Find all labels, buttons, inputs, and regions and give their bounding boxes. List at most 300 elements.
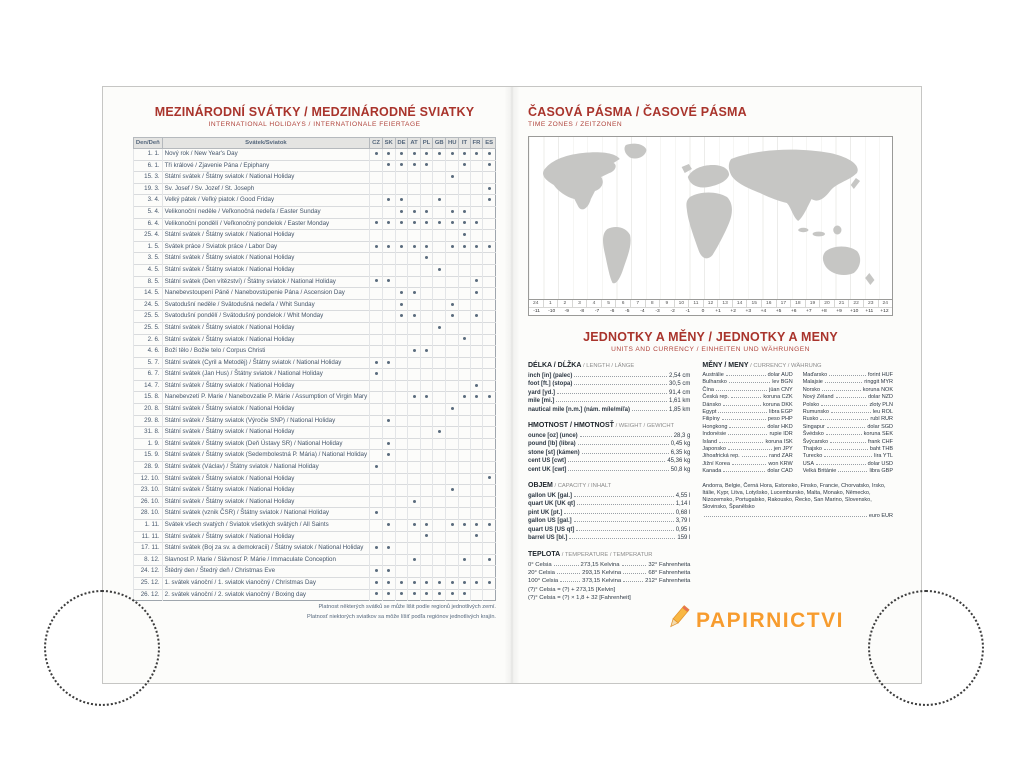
holiday-dot — [375, 569, 378, 572]
holiday-dot — [400, 291, 403, 294]
holiday-dot — [413, 523, 416, 526]
holiday-dot — [475, 221, 478, 224]
holiday-dot — [488, 581, 491, 584]
holidays-subtitle: INTERNATIONAL HOLIDAYS / INTERNATIONALE FEIERTAGE — [208, 121, 421, 128]
holiday-row: 15. 3. Státní svátek / Štátny sviatok / National Holiday — [134, 172, 496, 184]
holiday-dot — [475, 245, 478, 248]
holiday-row: 24. 5. Svatodušní neděle / Svätodušná nedeľa / Whit Sunday — [134, 299, 496, 311]
unit-item: cent US [cwt] 45,36 kg — [528, 458, 691, 465]
unit-item: Velká Británie libra GBP — [802, 468, 893, 475]
holiday-dot — [413, 558, 416, 561]
timezone-label: -2 — [670, 309, 675, 314]
holiday-dot — [425, 152, 428, 155]
holiday-row: 6. 1. Tři králové / Zjavenie Pána / Epiphany — [134, 160, 496, 172]
holiday-row: 28. 10. Státní svátek (vznik ČSR) / Štátny sviatok / National Holiday — [134, 508, 496, 520]
unit-item: quart US [US qt] 0,95 l — [528, 526, 691, 533]
holiday-dot — [488, 198, 491, 201]
timezone-label: 12 — [703, 300, 718, 307]
holiday-dot — [425, 221, 428, 224]
holiday-row: 4. 5. Státní svátek / Štátny sviatok / National Holiday — [134, 264, 496, 276]
holiday-row: 8. 12. Slavnost P. Marie / Slávnosť P. Márie / Immaculate Conception — [134, 554, 496, 566]
holiday-dot — [438, 592, 441, 595]
temperature-row: 100° Celsia 373,15 Kelvina 212° Fahrenheita — [528, 578, 691, 585]
watermark-text: PAPIRNICTVI — [696, 609, 844, 632]
unit-item: Japonsko jen JPY — [702, 446, 793, 453]
unit-item: inch [in] (palec) 2,54 cm — [528, 373, 691, 379]
holiday-row: 1. 11. Svátek všech svatých / Sviatok všetkých svätých / All Saints — [134, 520, 496, 532]
holiday-dot — [387, 279, 390, 282]
unit-item: gallon US [gal.] 3,79 l — [528, 518, 691, 525]
holiday-dot — [375, 221, 378, 224]
holiday-dot — [438, 581, 441, 584]
unit-item: Švýcarsko frank CHF — [802, 438, 893, 445]
unit-item: Singapur dolar SGD — [802, 423, 893, 430]
temperature-row: 0° Celsia 273,15 Kelvina 32° Fahrenheita — [528, 561, 691, 568]
timezone-label: 6 — [615, 300, 630, 307]
currency-col-2 — [803, 372, 893, 476]
unit-item: Dánsko koruna DKK — [702, 401, 793, 408]
holiday-dot — [425, 349, 428, 352]
column-header-es: ES — [483, 138, 496, 149]
timezone-label: 24 — [878, 300, 893, 307]
timezone-label: -1 — [685, 309, 690, 314]
holiday-row: 19. 3. Sv. Josef / Sv. Jozef / St. Joseph — [134, 183, 496, 195]
holiday-row: 1. 5. Svátek práce / Sviatok práce / Labor Day — [134, 241, 496, 253]
timezone-label: 23 — [863, 300, 878, 307]
holiday-dot — [463, 233, 466, 236]
holiday-dot — [475, 384, 478, 387]
unit-item: cent UK [cwt] 50,8 kg — [528, 466, 691, 473]
unit-item: USA dolar USD — [802, 460, 893, 467]
currency-heading-main: MĚNY / MENY — [702, 362, 749, 369]
holiday-dot — [425, 534, 428, 537]
unit-item: quart UK [UK qt] 1,14 l — [528, 501, 691, 508]
holiday-dot — [387, 523, 390, 526]
timezone-label: +9 — [836, 309, 842, 314]
holiday-row: 28. 9. Státní svátek (Václav) / Štátny sviatok / National Holiday — [134, 462, 496, 474]
holiday-dot — [400, 221, 403, 224]
timezone-label: 13 — [717, 300, 732, 307]
temperature-heading-main: TEPLOTA — [528, 550, 561, 558]
holiday-dot — [387, 442, 390, 445]
holiday-dot — [475, 291, 478, 294]
timezone-label: 9 — [659, 300, 674, 307]
holiday-dot — [488, 187, 491, 190]
holiday-row: 29. 8. Státní svátek / Štátny sviatok (Výročie SNP) / National Holiday — [134, 415, 496, 427]
holiday-dot — [375, 511, 378, 514]
holiday-dot — [400, 152, 403, 155]
holiday-dot — [387, 592, 390, 595]
timezone-label: +6 — [790, 309, 797, 314]
holiday-dot — [387, 546, 390, 549]
holiday-dot — [488, 163, 491, 166]
holiday-row: 11. 11. Státní svátek / Štátny sviatok / National Holiday — [134, 531, 496, 543]
timezone-label: -6 — [610, 309, 615, 314]
holiday-dot — [488, 245, 491, 248]
unit-item: foot [ft.] (stopa) 30,5 cm — [528, 381, 691, 388]
weight-heading — [528, 422, 690, 429]
column-header-hu: HU — [446, 138, 459, 149]
unit-item: Filipíny peso PHP — [702, 416, 793, 423]
unit-item: yard [yd.] 91,4 cm — [528, 389, 691, 396]
unit-item: Polsko zloty PLN — [802, 401, 893, 408]
timezone-label: -10 — [548, 309, 556, 314]
unit-item: nautical mile [n.m.] (nám. míle/míľa) 1,85 km — [528, 406, 691, 413]
timezone-label: 24 — [533, 301, 539, 306]
holiday-row: 26. 12. 2. svátek vánoční / 2. sviatok vianočný / Boxing day — [134, 589, 496, 601]
footnote-cz: Platnost některých svátků se může lišit podle regionů jednotlivých zemí. — [318, 604, 496, 611]
timezone-label: 20 — [819, 300, 834, 307]
holidays-table-body — [134, 149, 496, 601]
left-page — [103, 87, 512, 683]
timezone-label: 16 — [761, 300, 776, 307]
unit-item: Norsko koruna NOK — [802, 386, 893, 393]
column-header-sk: SK — [382, 138, 395, 149]
unit-item: Hongkong dolar HKD — [702, 423, 793, 430]
unit-item: Rumunsko leu ROL — [802, 409, 893, 416]
holiday-row: 5. 4. Velikonoční neděle / Veľkonočná nedeľa / Easter Sunday — [134, 206, 496, 218]
timezone-label: 19 — [805, 300, 820, 307]
holiday-dot — [451, 303, 454, 306]
holiday-dot — [438, 198, 441, 201]
holiday-row: 5. 7. Státní svátek (Cyril a Metoděj) / Štátny sviatok / National Holiday — [134, 357, 496, 369]
holiday-dot — [387, 419, 390, 422]
holiday-dot — [375, 592, 378, 595]
timezone-label: +7 — [806, 309, 812, 314]
holiday-dot — [413, 291, 416, 294]
capacity-heading — [528, 482, 690, 489]
holiday-dot — [463, 152, 466, 155]
holiday-row: 26. 10. Státní svátek / Štátny sviatok / National Holiday — [134, 496, 496, 508]
capacity-list — [528, 492, 690, 542]
euro-leader-dots — [704, 516, 866, 517]
timezone-label: 7 — [630, 300, 645, 307]
holiday-dot — [451, 488, 454, 491]
unit-item: pint UK [pt.] 0,68 l — [528, 509, 691, 516]
euro-row — [702, 512, 893, 520]
timezone-label: +11 — [865, 309, 874, 314]
holidays-title: MEZINÁRODNÍ SVÁTKY / MEDZINÁRODNÉ SVIATKY — [154, 105, 475, 119]
holiday-dot — [438, 326, 441, 329]
unit-item: Rusko rubl RUR — [802, 416, 893, 423]
holiday-row: 25. 5. Svatodušní pondělí / Svätodušný pondelok / Whit Monday — [134, 311, 496, 323]
holiday-dot — [425, 592, 428, 595]
holiday-row: 1. 1. Nový rok / New Year's Day — [134, 149, 496, 161]
holiday-dot — [413, 349, 416, 352]
temperature-list — [528, 561, 690, 603]
timezone-label: -5 — [625, 309, 630, 314]
timezones-subtitle: TIME ZONES / ZEITZONEN — [528, 121, 623, 128]
holiday-dot — [451, 523, 454, 526]
column-header-at: AT — [408, 138, 420, 149]
timezone-label: 1 — [543, 300, 558, 307]
holiday-dot — [488, 395, 491, 398]
holiday-dot — [413, 395, 416, 398]
holiday-dot — [375, 581, 378, 584]
timezone-label: 21 — [834, 300, 849, 307]
holiday-dot — [425, 395, 428, 398]
timezone-label: +2 — [730, 309, 736, 314]
holiday-dot — [375, 465, 378, 468]
euro-value: euro EUR — [868, 512, 893, 519]
unit-item: Thajsko baht THB — [802, 446, 893, 453]
holiday-dot — [413, 221, 416, 224]
right-page — [512, 87, 921, 683]
holiday-dot — [375, 245, 378, 248]
holiday-row: 12. 10. Státní svátek / Štátny sviatok / National Holiday — [134, 473, 496, 485]
currency-col-1 — [702, 372, 792, 476]
timezone-label: 22 — [848, 300, 863, 307]
holiday-dot — [451, 210, 454, 213]
holiday-row: 14. 5. Nanebevstoupení Páně / Nanebovstúpenie Pána / Ascension Day — [134, 288, 496, 300]
holiday-dot — [463, 558, 466, 561]
holiday-dot — [413, 500, 416, 503]
holiday-dot — [475, 581, 478, 584]
holiday-dot — [413, 314, 416, 317]
holiday-dot — [400, 210, 403, 213]
holiday-dot — [425, 256, 428, 259]
column-header-fr: FR — [470, 138, 483, 149]
holiday-row: 14. 7. Státní svátek / Štátny sviatok / National Holiday — [134, 380, 496, 392]
unit-item: Indonésie rupie IDR — [702, 431, 793, 438]
world-map-svg — [529, 137, 892, 299]
timezone-label: -8 — [579, 309, 585, 314]
timezone-label: 8 — [645, 300, 660, 307]
unit-item: ounce [oz] (unce) 28,3 g — [528, 433, 691, 440]
holiday-dot — [463, 592, 466, 595]
holiday-dot — [463, 581, 466, 584]
currency-columns — [702, 372, 893, 476]
currency-heading — [702, 362, 893, 369]
holidays-table — [133, 137, 496, 601]
holiday-dot — [463, 395, 466, 398]
column-header-date: Den/Deň — [134, 138, 163, 149]
holiday-row: 1. 9. Státní svátek / Štátny sviatok (Deň Ústavy SR) / National Holiday — [134, 438, 496, 450]
timezone-label: 11 — [688, 300, 703, 307]
unit-item: Island koruna ISK — [702, 438, 793, 445]
holiday-dot — [387, 245, 390, 248]
unit-item: Bulharsko lev BGN — [702, 379, 793, 386]
holiday-dot — [451, 581, 454, 584]
holiday-row: 25. 4. Státní svátek / Štátny sviatok / National Holiday — [134, 230, 496, 242]
holiday-dot — [387, 361, 390, 364]
holiday-dot — [438, 430, 441, 433]
units-right-column — [702, 360, 893, 603]
holiday-row: 17. 11. Státní svátek (Boj za sv. a demokracii) / Štátny sviatok / National Holiday — [134, 543, 496, 555]
timezone-label: +4 — [760, 309, 767, 314]
holiday-row: 20. 8. Státní svátek / Štátny sviatok / National Holiday — [134, 404, 496, 416]
holiday-row: 23. 10. Státní svátek / Štátny sviatok / National Holiday — [134, 485, 496, 497]
timezone-label: -9 — [564, 309, 569, 314]
unit-item: Jižní Korea won KRW — [702, 460, 793, 467]
holiday-dot — [475, 314, 478, 317]
timezone-label: 17 — [776, 300, 791, 307]
holiday-dot — [451, 592, 454, 595]
holiday-dot — [387, 221, 390, 224]
holiday-dot — [451, 245, 454, 248]
holiday-dot — [400, 581, 403, 584]
holiday-dot — [438, 268, 441, 271]
timezone-label: +12 — [880, 309, 889, 314]
unit-item: mile [mi.] 1,61 km — [528, 398, 691, 405]
holiday-row: 15. 9. Státní svátek / Štátny sviatok (Sedembolestná P. Mária) / National Holiday — [134, 450, 496, 462]
timezone-label: +1 — [715, 309, 721, 314]
column-header-gb: GB — [433, 138, 446, 149]
timezone-label: 0 — [701, 309, 705, 314]
holiday-dot — [375, 546, 378, 549]
holiday-dot — [488, 523, 491, 526]
timezone-label: 10 — [674, 300, 689, 307]
holiday-dot — [451, 314, 454, 317]
holiday-dot — [425, 163, 428, 166]
weight-heading-main: HMOTNOST / HMOTNOSŤ — [528, 422, 614, 430]
holiday-dot — [413, 581, 416, 584]
column-header-name: Svátek/Sviatok — [162, 138, 370, 149]
column-header-de: DE — [395, 138, 408, 149]
unit-item: barrel US [bl.] 159 l — [528, 535, 691, 542]
corner-perforation-right — [868, 590, 984, 706]
units-left-column — [528, 360, 690, 603]
unit-item: Austrálie dolar AUD — [702, 372, 793, 378]
timezone-label: +3 — [745, 309, 752, 314]
timezone-label: -7 — [594, 309, 600, 314]
timezone-label: 14 — [732, 300, 747, 307]
unit-item: Jihoafrická rep. rand ZAR — [702, 453, 793, 460]
euro-note: Andorra, Belgie, Černá Hora, Estonsko, Finsko, Francie, Chorvatsko, Irsko, Itálie, Kypr, Litva, Lotyšsko, Lucembursko, Malta, Monako, Německo, Nizozemsko, Portugalsko, Rakousko, Řecko, San Marino, Slovensko, Slovinsko, Španělsko — [702, 482, 886, 511]
unit-item: Nový Zéland dolar NZD — [802, 394, 893, 401]
holiday-dot — [375, 361, 378, 364]
holiday-dot — [387, 453, 390, 456]
world-map — [529, 137, 892, 299]
holiday-dot — [425, 523, 428, 526]
holiday-dot — [413, 163, 416, 166]
length-list — [528, 372, 690, 414]
holiday-dot — [451, 175, 454, 178]
units-title: JEDNOTKY A MĚNY / JEDNOTKY A MENY — [583, 330, 838, 344]
holidays-header-row — [134, 138, 496, 149]
holiday-row: 3. 4. Velký pátek / Veľký piatok / Good Friday — [134, 195, 496, 207]
holiday-row: 25. 12. 1. svátek vánoční / 1. sviatok vianočný / Christmas Day — [134, 577, 496, 589]
holiday-dot — [387, 198, 390, 201]
holiday-dot — [475, 523, 478, 526]
length-heading — [528, 362, 690, 369]
holiday-dot — [438, 152, 441, 155]
holiday-dot — [463, 163, 466, 166]
holiday-row: 2. 6. Státní svátek / Štátny sviatok / National Holiday — [134, 334, 496, 346]
holiday-row: 3. 5. Státní svátek / Štátny sviatok / National Holiday — [134, 253, 496, 265]
holiday-dot — [387, 163, 390, 166]
holiday-row: 25. 5. Státní svátek / Štátny sviatok / National Holiday — [134, 322, 496, 334]
holiday-dot — [451, 221, 454, 224]
unit-item: Malajsie ringgit MYR — [802, 379, 893, 386]
capacity-heading-alt: / CAPACITY / INHALT — [552, 483, 612, 490]
temperature-formula: (?)° Celsia = (?) × 1,8 + 32 [Fahrenheit] — [528, 595, 631, 602]
temperature-heading — [528, 551, 690, 558]
holiday-dot — [413, 592, 416, 595]
timezone-label: 2 — [557, 300, 572, 307]
holiday-dot — [400, 163, 403, 166]
temperature-formula: (?)° Celsia = (?) + 273,15 [Kelvin] — [528, 586, 616, 593]
tz-scale-offsets — [529, 307, 892, 315]
footnote-sk: Platnosť niektorých sviatkov sa môže líšiť podľa regiónov jednotlivých krajín. — [307, 614, 496, 621]
holiday-dot — [463, 337, 466, 340]
timezone-label: 3 — [572, 300, 587, 307]
holiday-dot — [425, 210, 428, 213]
holiday-dot — [488, 152, 491, 155]
holiday-dot — [413, 152, 416, 155]
temperature-heading-alt: / TEMPERATURE / TEMPERATUR — [560, 551, 653, 558]
holiday-row: 24. 12. Štědrý den / Štedrý deň / Christmas Eve — [134, 566, 496, 578]
timezone-label: 15 — [746, 300, 761, 307]
holiday-dot — [475, 152, 478, 155]
holiday-dot — [400, 314, 403, 317]
length-heading-alt: / LENGTH / LÄNGE — [581, 363, 635, 369]
holiday-dot — [425, 245, 428, 248]
holiday-row: 6. 4. Velikonoční pondělí / Veľkonočný pondelok / Easter Monday — [134, 218, 496, 230]
holiday-dot — [387, 152, 390, 155]
currency-heading-alt: / CURRENCY / WÄHRUNG — [748, 363, 822, 369]
holiday-dot — [438, 221, 441, 224]
unit-item: Turecko lira YTL — [802, 453, 893, 460]
unit-item: Švédsko koruna SEK — [802, 431, 893, 438]
holiday-row: 4. 6. Boží tělo / Božie telo / Corpus Christi — [134, 346, 496, 358]
holiday-dot — [400, 303, 403, 306]
timezone-label: +8 — [821, 309, 827, 314]
timezone-label: +5 — [775, 309, 782, 314]
holiday-dot — [463, 523, 466, 526]
holiday-dot — [400, 592, 403, 595]
temperature-row: 20° Celsia 293,15 Kelvina 68° Fahrenheita — [528, 569, 691, 576]
holiday-row: 15. 8. Nanebevzetí P. Marie / Nanebovzatie P. Márie / Assumption of Virgin Mary — [134, 392, 496, 404]
unit-item: Maďarsko forint HUF — [802, 372, 893, 378]
holiday-dot — [400, 198, 403, 201]
unit-item: Kanada dolar CAD — [702, 468, 793, 475]
units-subtitle: UNITS AND CURRENCY / EINHEITEN UND WÄHRUNGEN — [611, 346, 810, 353]
diary-spread — [102, 86, 922, 684]
corner-perforation-left — [44, 590, 160, 706]
holiday-dot — [387, 569, 390, 572]
timezone-label: 5 — [601, 300, 616, 307]
holiday-dot — [463, 221, 466, 224]
holiday-dot — [463, 210, 466, 213]
holiday-dot — [451, 152, 454, 155]
timezone-map-box — [528, 136, 893, 316]
units-grid — [528, 360, 893, 603]
holiday-dot — [488, 558, 491, 561]
holiday-dot — [375, 372, 378, 375]
holiday-dot — [413, 245, 416, 248]
holiday-dot — [375, 152, 378, 155]
capacity-heading-main: OBJEM — [528, 482, 553, 490]
length-heading-main: DÉLKA / DĹŽKA — [528, 362, 582, 369]
column-header-cz: CZ — [370, 138, 383, 149]
holiday-dot — [387, 581, 390, 584]
unit-item: Egypt libra EGP — [702, 409, 793, 416]
timezone-label: -4 — [640, 309, 645, 314]
weight-list — [528, 432, 690, 474]
holiday-dot — [488, 476, 491, 479]
holiday-dot — [400, 245, 403, 248]
holiday-dot — [475, 395, 478, 398]
unit-item: pound [lb] (libra) 0,45 kg — [528, 441, 691, 448]
timezone-label: 18 — [790, 300, 805, 307]
holiday-dot — [413, 210, 416, 213]
timezone-label: -3 — [655, 309, 660, 314]
timezone-label: +10 — [850, 309, 859, 314]
holiday-dot — [451, 407, 454, 410]
unit-item: Česká rep. koruna CZK — [702, 394, 793, 401]
timezone-label: 4 — [586, 300, 601, 307]
